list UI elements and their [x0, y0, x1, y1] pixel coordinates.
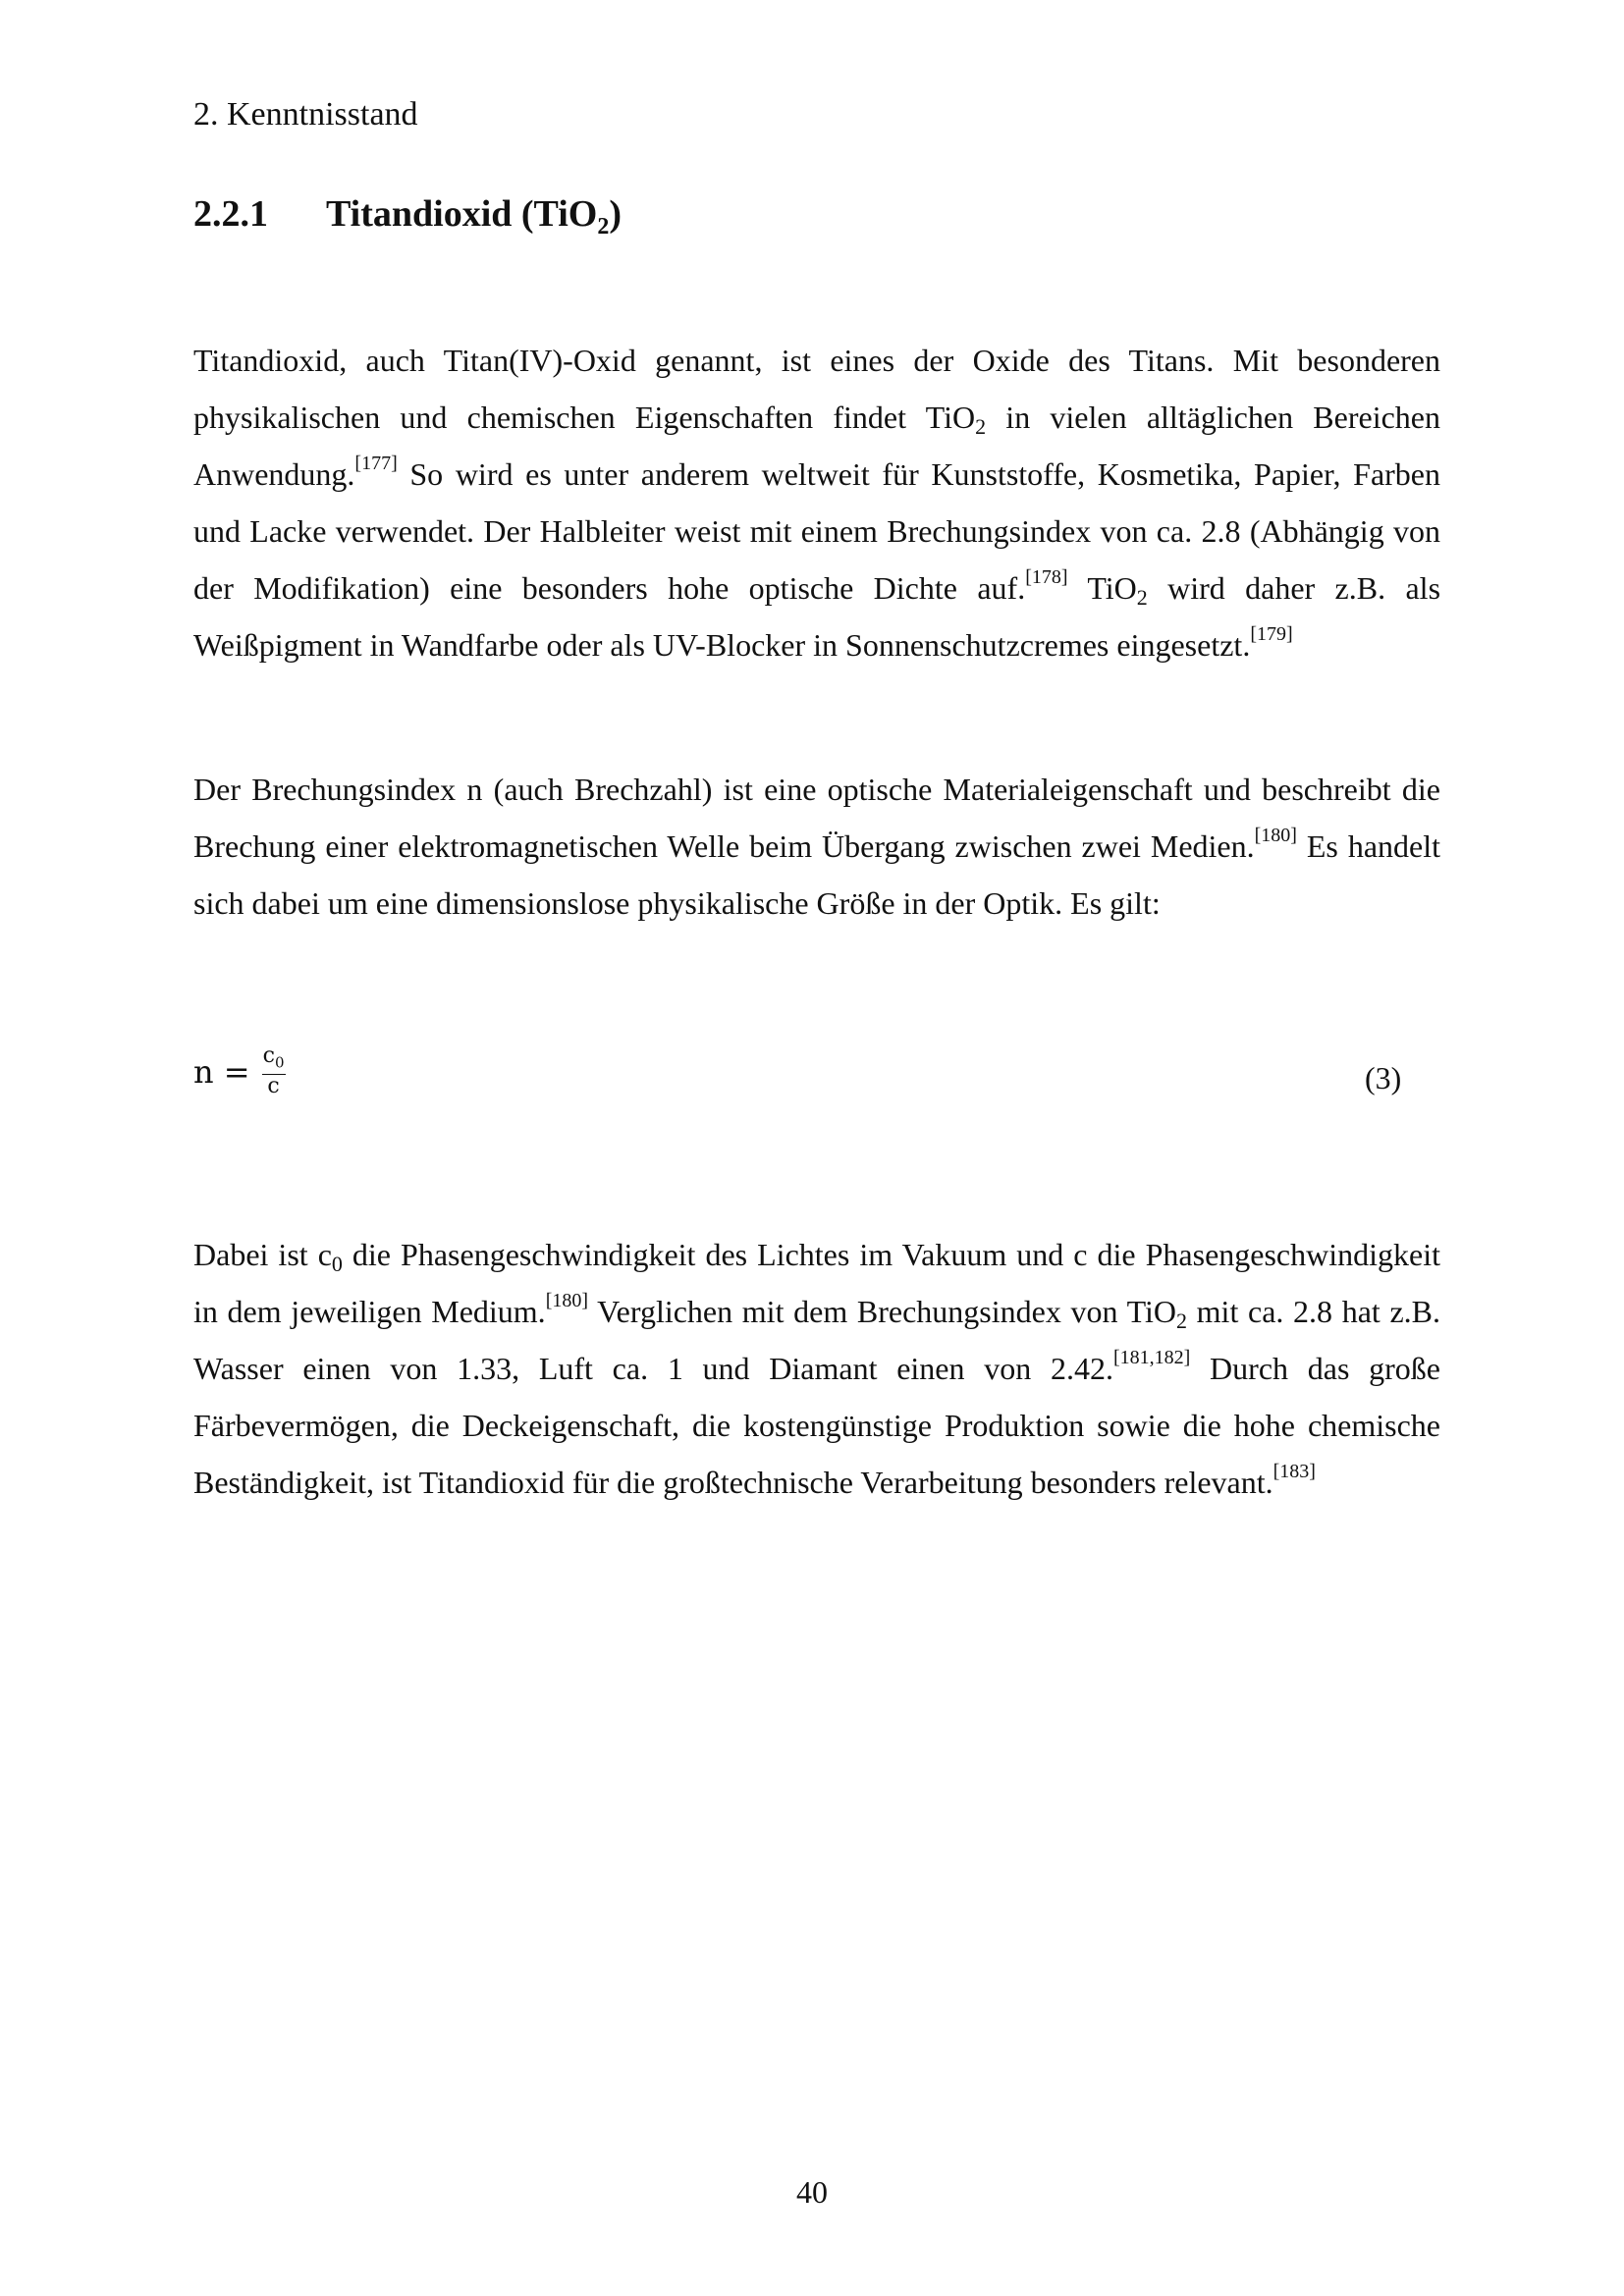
- page-number: 40: [796, 2174, 828, 2210]
- subscript: 2: [975, 414, 987, 439]
- citation-ref: [177]: [354, 453, 398, 474]
- paragraph-titandioxid-intro: Titandioxid, auch Titan(IV)-Oxid genannt, ist eines der Oxide des Titans. Mit besonderen physikalischen und chemischen Eigenschaften findet TiO$_2$ in vielen alltäglichen Bereichen Anwendung.[177] So wird es unter anderem weltweit für Kunststoffe, Kosmetika, Papier, Farben und Lacke verwendet. Der Halbleiter weist mit einem Brechungsindex von ca. 2.8 (Abhängig von der Modifikation) eine besonders hohe optische Dichte auf.[178] TiO$_2$ wird daher z.B. als Weißpigment in Wandfarbe oder als UV-Blocker in Sonnenschutzcremes eingesetzt.[179]: [193, 343, 1441, 663]
- subscript: 2: [1176, 1308, 1187, 1333]
- citation-ref: [179]: [1250, 623, 1293, 645]
- equation-fraction: [262, 1044, 286, 1098]
- section-title: Titandioxid (TiO$_2$): [326, 193, 622, 240]
- subscript: 2: [1136, 585, 1148, 610]
- running-header: 2. Kenntnisstand: [193, 96, 418, 133]
- equation-refractive-index: [193, 1044, 286, 1098]
- equation-denominator: c: [267, 1074, 280, 1099]
- citation-ref: [180]: [1254, 825, 1297, 846]
- paragraph-phasengeschwindigkeit: Dabei ist $c_0$ die Phasengeschwindigkeit des Lichtes im Vakuum und c die Phasengeschwindigkeit in dem jeweiligen Medium.[180] Verglichen mit dem Brechungsindex von TiO$_2$ mit ca. 2.8 hat z.B. Wasser einen von 1.33, Luft ca. 1 und Diamant einen von 2.42.[181,182] Durch das große Färbevermögen, die Deckeigenschaft, die kostengünstige Produktion sowie die hohe chemische Beständigkeit, ist Titandioxid für die großtechnische Verarbeitung besonders relevant.[183]: [193, 1237, 1441, 1500]
- citation-ref: [183]: [1272, 1461, 1316, 1482]
- equation-number: (3): [1365, 1060, 1402, 1095]
- section-number: 2.2.1: [193, 193, 268, 235]
- equation-numerator: $c_0$: [262, 1043, 285, 1072]
- subscript: 0: [331, 1252, 343, 1276]
- paragraph-brechungsindex: Der Brechungsindex n (auch Brechzahl) ist eine optische Materialeigenschaft und beschreibt die Brechung einer elektromagnetischen Welle beim Übergang zwischen zwei Medien.[180] Es handelt sich dabei um eine dimensionslose physikalische Größe in der Optik. Es gilt:: [193, 772, 1440, 921]
- section-heading: [193, 192, 622, 240]
- citation-ref: [178]: [1025, 566, 1068, 588]
- citation-ref: [181,182]: [1112, 1347, 1191, 1368]
- equation-lhs: n =: [193, 1052, 250, 1091]
- citation-ref: [180]: [545, 1290, 589, 1311]
